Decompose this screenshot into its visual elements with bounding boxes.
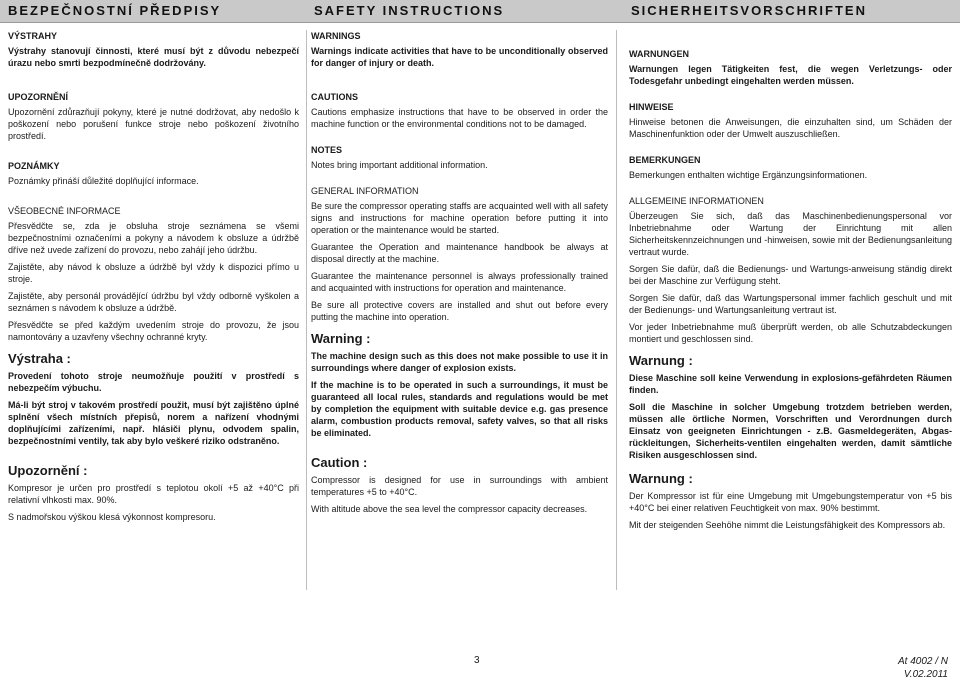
general-title: GENERAL INFORMATION (311, 186, 419, 196)
notes-title: POZNÁMKY (8, 161, 60, 171)
general-paragraph: Zajistěte, aby personál provádějící údržbu byl vždy odborně vyškolen a seznámen s návodem k obsluze a údržbě. (8, 291, 299, 313)
warnings-text: Warnungen legen Tätigkeiten fest, die wegen Verletzungs- oder Todesgefahr unbedingt eingehalten werden müssen. (629, 64, 952, 86)
header-title-en: SAFETY INSTRUCTIONS (314, 3, 505, 18)
general-paragraph: Be sure all protective covers are installed and shut out before every putting the machine into operation. (311, 300, 608, 322)
notes-section (8, 160, 299, 187)
cautions-section (629, 101, 952, 140)
general-paragraph: Überzeugen Sie sich, daß das Maschinenbedienungspersonal vor Inbetriebnahme oder Wartung der Einrichtung mit allen Sicherheitskennzeichnungen und -hinweisen, sowie mit der Bedienungsanleitung vertraut wurde. (629, 211, 952, 257)
warning-paragraph: Soll die Maschine in solcher Umgebung trotzdem betrieben werden, müssen alle örtliche Normen, Vorschriften und Verordnungen durch Einsatz von geeigneten Einrichtungen - z.B. Gasmeldegeräten, Abgas-rückleitungen, Sicherheits-ventilen eingehalten werden, damit sämtliche Risiken ausgeschlossen sind. (629, 402, 952, 460)
cautions-section (311, 91, 608, 130)
caution-paragraph: S nadmořskou výškou klesá výkonnost kompresoru. (8, 512, 216, 522)
cautions-section (8, 91, 299, 142)
caution-block (311, 457, 608, 515)
cautions-title: HINWEISE (629, 102, 674, 112)
cautions-text: Hinweise betonen die Anweisungen, die einzuhalten sind, um Schäden der Maschinenfunktion oder der Umwelt auszuschließen. (629, 117, 952, 139)
warnings-text: Warnings indicate activities that have to be unconditionally observed for danger of injury or death. (311, 46, 608, 68)
model-name: At 4002 / N (897, 656, 948, 667)
general-paragraph: Vor jeder Inbetriebnahme muß überprüft werden, ob alle Schutzabdeckungen montiert und geschlossen sind. (629, 322, 952, 344)
warnings-text: Výstrahy stanovují činnosti, které musí být z důvodu nebezpečí úrazu nebo smrti bezpodmínečně dodržovány. (8, 46, 299, 68)
warning-paragraph: Má-li být stroj v takovém prostředí použit, musí být zajištěno úplné splnění všech místních přepisů, norem a nařízení vhodnými doplňujícími zařízeními, např. hlásiči plynu, odvodem spalin, bezpečnostními ventily, tak aby bylo veškeré riziko odstraněno. (8, 400, 299, 446)
general-section (8, 205, 299, 343)
page-number: 3 (474, 655, 480, 666)
warnings-title: WARNINGS (311, 31, 361, 41)
notes-text: Poznámky přináší důležité doplňující informace. (8, 176, 199, 186)
caution-block (8, 465, 299, 523)
general-paragraph: Guarantee the Operation and maintenance handbook be always at disposal directly at the machine. (311, 242, 608, 264)
document-version: V.02.2011 (903, 669, 948, 680)
warning-heading: Warnung : (629, 353, 693, 368)
notes-section (311, 144, 608, 171)
general-section (629, 195, 952, 345)
general-title: VŠEOBECNÉ INFORMACE (8, 206, 121, 216)
warning-paragraph: The machine design such as this does not make possible to use it in surroundings where danger of explosion exists. (311, 351, 608, 373)
caution-heading: Upozornění : (8, 463, 88, 478)
header-title-cz: BEZPEČNOSTNÍ PŘEDPISY (8, 3, 222, 18)
warnings-section (311, 30, 608, 69)
general-paragraph: Sorgen Sie dafür, daß das Wartungspersonal immer fachlich geschult und mit der Bedienungs- und Wartungsanleitung vertraut ist. (629, 293, 952, 315)
warning-paragraph: If the machine is to be operated in such a surroundings, it must be guaranteed all local rules, standards and regulations would be met by completion the equipment with suitable device e.g. gas presence alarm, combustion products removal, safety valves, so that all risks be eliminated. (311, 380, 608, 438)
warning-paragraph: Diese Maschine soll keine Verwendung in explosions-gefährdeten Räumen finden. (629, 373, 952, 395)
header-title-de: SICHERHEITSVORSCHRIFTEN (631, 3, 867, 18)
warnings-section (629, 48, 952, 87)
caution-paragraph: Der Kompressor ist für eine Umgebung mit Umgebungstemperatur von +5 bis +40°C bei einer relativen Feuchtigkeit von max. 90% bestimmt. (629, 491, 952, 513)
general-paragraph: Sorgen Sie dafür, daß die Bedienungs- und Wartungs-anweisung ständig direkt bei der Maschine zur Verfügung steht. (629, 264, 952, 286)
document-model (898, 655, 948, 681)
warning-block (311, 333, 608, 439)
warning-heading: Výstraha : (8, 351, 71, 366)
warning-paragraph: Provedení tohoto stroje neumožňuje použití v prostředí s nebezpečím výbuchu. (8, 371, 299, 393)
notes-section (629, 154, 952, 181)
warning-block (8, 353, 299, 447)
warning-heading: Warning : (311, 331, 371, 346)
warnings-title: WARNUNGEN (629, 49, 689, 59)
caution-paragraph: Mit der steigenden Seehöhe nimmt die Leistungsfähigkeit des Kompressors ab. (629, 520, 946, 530)
notes-text: Bemerkungen enthalten wichtige Ergänzungsinformationen. (629, 170, 868, 180)
notes-title: BEMERKUNGEN (629, 155, 701, 165)
caution-paragraph: Kompresor je určen pro prostředí s teplotou okolí +5 až +40°C při relativní vlhkosti max. 90%. (8, 483, 299, 505)
cautions-title: UPOZORNĚNÍ (8, 92, 69, 102)
warnings-section (8, 30, 299, 69)
caution-heading: Caution : (311, 455, 368, 470)
general-title: ALLGEMEINE INFORMATIONEN (629, 196, 764, 206)
column-english (306, 30, 617, 590)
general-paragraph: Guarantee the maintenance personnel is always professionally trained and acquainted with instructions for operation and maintenance. (311, 271, 608, 293)
general-section (311, 185, 608, 323)
warning-block (629, 355, 952, 461)
caution-heading: Warnung : (629, 471, 693, 486)
general-paragraph: Přesvědčte se, zda je obsluha stroje seznámena se všemi bezpečnostními označeními a pokyny a návodem k obsluze a údržbě dříve než uvede zařízení do provozu, nebo zahájí jeho údržbu. (8, 221, 299, 255)
column-czech (8, 30, 299, 590)
column-german (629, 30, 952, 590)
page-header (0, 0, 960, 23)
notes-text: Notes bring important additional information. (311, 160, 488, 170)
notes-title: NOTES (311, 145, 343, 155)
general-paragraph: Zajistěte, aby návod k obsluze a údržbě byl vždy k dispozici přímo u stroje. (8, 262, 299, 284)
cautions-title: CAUTIONS (311, 92, 358, 102)
caution-block (629, 473, 952, 531)
cautions-text: Upozornění zdůrazňují pokyny, které je nutné dodržovat, aby nedošlo k poškození nebo porušení funkce stroje nebo poškození životního prostředí. (8, 107, 299, 141)
general-paragraph: Přesvědčte se před každým uvedením stroje do provozu, že jsou namontovány a uzavřeny všechny ochranné kryty. (8, 320, 299, 342)
cautions-text: Cautions emphasize instructions that have to be observed in order the machine function or the environmental conditions not to be damaged. (311, 107, 608, 129)
caution-paragraph: Compressor is designed for use in surroundings with ambient temperatures +5 to +40°C. (311, 475, 608, 497)
general-paragraph: Be sure the compressor operating staffs are acquainted well with all safety signs and instructions for machine operation before putting it into operation or the maintenance would be started. (311, 201, 608, 235)
caution-paragraph: With altitude above the sea level the compressor capacity decreases. (311, 504, 588, 514)
warnings-title: VÝSTRAHY (8, 31, 58, 41)
